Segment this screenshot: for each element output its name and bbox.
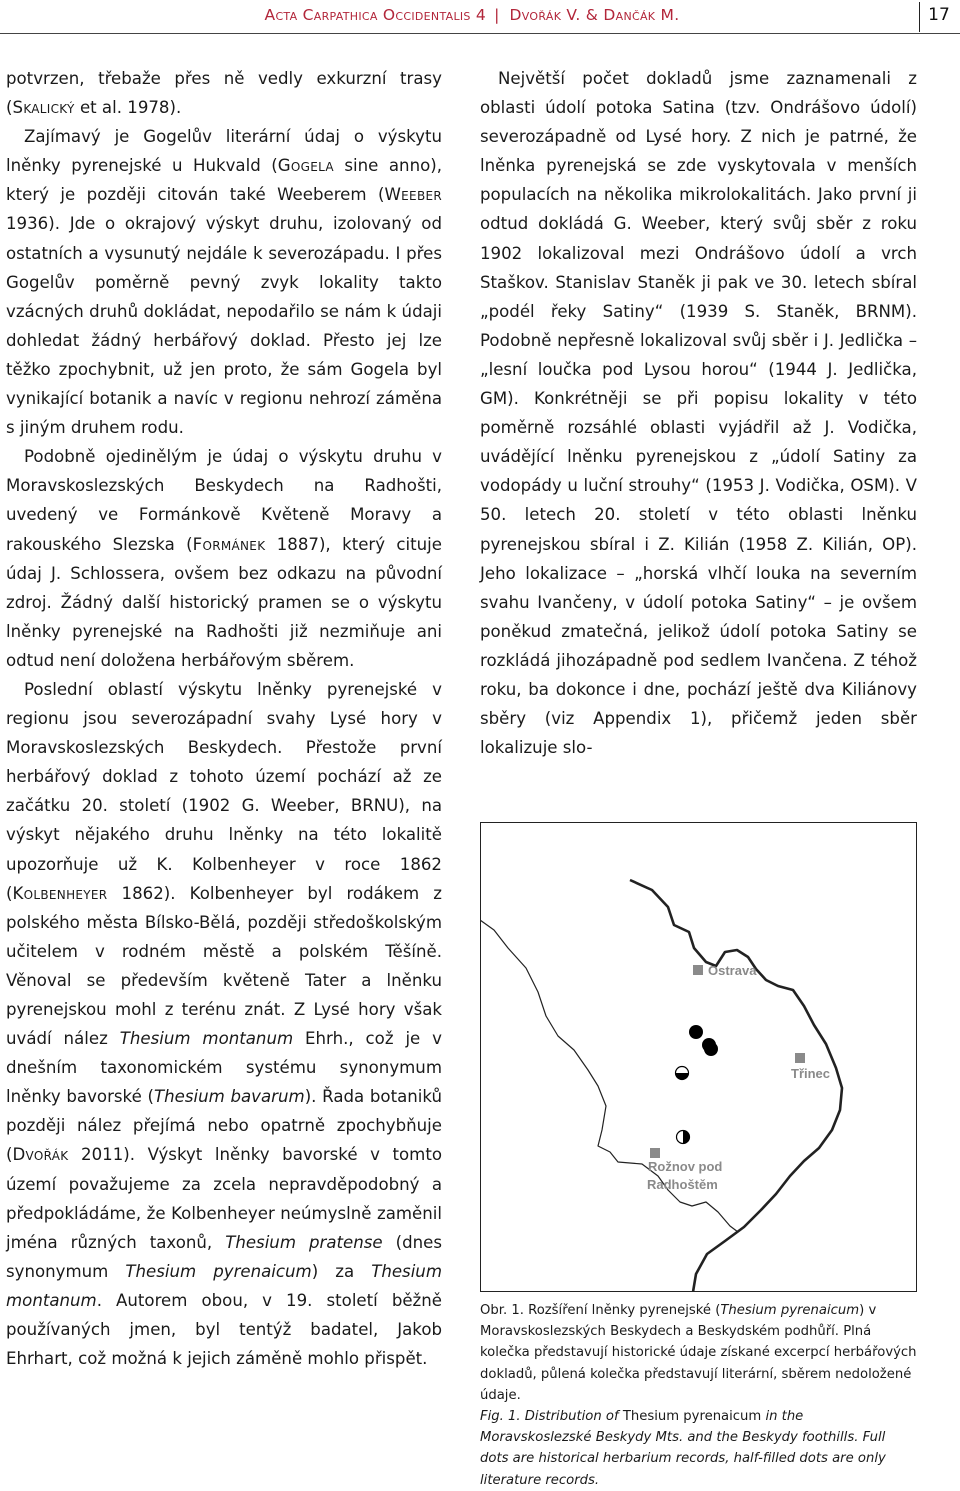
paragraph	[6, 64, 442, 122]
town-marker-trinec	[795, 1053, 805, 1063]
running-header	[0, 0, 960, 46]
text-run: et al. 1978).	[74, 98, 182, 118]
text-run: ). Řada botaniků později nález přejímá nebo opatrně zpochybňuje (	[6, 1087, 442, 1165]
citation-author: Dvořák	[12, 1145, 69, 1165]
half-dot	[677, 1131, 690, 1144]
text-run: Poslední oblastí výskytu lněnky pyrenejské v regionu jsou severozápadní svahy Lysé hory v Moravskoslezských Beskydech. Přestože první herbářový doklad z tohoto území pochází až ze začátku 20. století (1902 G. Weeber, BRNU), na výskyt nějakého druhu lněnky na této lokalitě upozorňuje už K. Kolbenheyer v roce 1862 (	[6, 679, 442, 903]
figure-caption	[480, 1300, 917, 1491]
text-run: (dnes synonymum	[6, 1232, 442, 1281]
town-label-trinec: Třinec	[791, 1066, 831, 1081]
text-run: sine anno), který je později citován také Weeberem (	[6, 156, 442, 205]
town-marker-ostrava	[693, 965, 703, 975]
citation-author: Skalický	[12, 98, 75, 118]
citation-author: Gogela	[277, 156, 334, 176]
journal-title: Acta Carpathica Occidentalis 4	[264, 6, 487, 24]
distribution-map	[480, 822, 917, 1292]
header-authors: Dvořák V. & Dančák M.	[509, 6, 680, 24]
page-number: 17	[919, 2, 958, 32]
map-svg	[480, 822, 917, 1292]
text-run: Podobně ojedinělým je údaj o výskytu druhu v Moravskoslezských Beskydech na Radhošti, uvedený ve Formánkově Květeně Moravy a rakouského Slezska (	[6, 447, 442, 554]
text-run: Ehrh., což je v dnešním taxonomickém systému synonymum lněnky bavorské (	[6, 1029, 443, 1107]
taxon-name: Thesium montanum	[119, 1029, 294, 1049]
taxon-name: Thesium pratense	[225, 1232, 383, 1252]
half-dot	[676, 1067, 689, 1080]
town-label-ostrava: Ostrava	[708, 963, 757, 978]
town-label-roznov-line1: Rožnov pod	[648, 1159, 723, 1174]
citation-author: Formánek	[192, 534, 266, 554]
text-run: Zajímavý je Gogelův literární údaj o výskytu lněnky pyrenejské u Hukvald (	[6, 127, 442, 176]
header-text	[42, 6, 902, 24]
text-run: 1887), který cituje údaj J. Schlossera, ovšem bez odkazu na původní zdroj. Žádný další historický pramen se o výskytu lněnky pyrenejské na Radhošti již nezmiňuje ani odtud není doložena herbářovým sběrem.	[6, 534, 442, 670]
caption-czech	[480, 1300, 917, 1406]
taxon-name: Thesium pyrenaicum	[125, 1261, 312, 1281]
header-separator: |	[494, 6, 502, 24]
citation-author: Kolbenheyer	[12, 883, 108, 903]
town-label-roznov-line2: Radhoštěm	[647, 1177, 718, 1192]
full-dot	[704, 1042, 718, 1056]
right-column	[480, 64, 917, 762]
text-run: ) v Moravskoslezských Beskydech a Beskydském podhůří. Plná kolečka představují historické údaje získané excerpcí herbářových dokladů, půlená kolečka představují literární, sběrem nedoložené údaje.	[480, 1303, 917, 1403]
paragraph	[6, 442, 442, 675]
caption-english	[480, 1406, 917, 1491]
taxon-name: Thesium pyrenaicum	[720, 1303, 860, 1318]
map-frame	[481, 823, 917, 1292]
text-run: Fig. 1. Distribution of	[480, 1409, 623, 1425]
taxon-name: Thesium montanum	[6, 1261, 442, 1310]
text-run: in the Moravskoslezské Beskydy Mts. and the Beskydy foothills. Full dots are historical herbarium records, half-filled dots are only literature records.	[480, 1409, 886, 1488]
citation-author: Weeber	[384, 185, 442, 205]
text-run: 2011). Výskyt lněnky bavorské v tomto území považujeme za zcela nepravděpodobný a předpokládáme, že Kolbenheyer neúmyslně zaměnil jména různých taxonů,	[6, 1145, 442, 1252]
text-run: . Autorem obou, v 19. století běžně používaných jmen, byl tentýž badatel, Jakob Ehrhart, což možná k jejich záměně mohlo přispět.	[6, 1290, 442, 1369]
taxon-name: Thesium bavarum	[153, 1087, 305, 1107]
taxon-name: Thesium pyrenaicum	[622, 1409, 762, 1425]
paragraph	[6, 675, 442, 1373]
full-dot	[689, 1025, 703, 1039]
text-run: ) za	[311, 1261, 372, 1281]
text-run: 1936). Jde o okrajový výskyt druhu, izolovaný od ostatních a vysunutý nejdále k severozápadu. I přes Gogelův poměrně pevný zvyk lokality takto vzácných druhů dokládat, nepodařilo se nám k údaji dohledat žádný herbářový doklad. Přesto jej lze těžko zpochybnit, už jen proto, že sám Gogela byl vynikající botanik a navíc v regionu nehrozí záměna s jiným druhem rodu.	[6, 214, 442, 438]
text-run: Obr. 1. Rozšíření lněnky pyrenejské (	[480, 1303, 721, 1318]
text-run: 1862). Kolbenheyer byl rodákem z polského města Bílsko-Bělá, později středoškolským učitelem v rodném městě a polském Těšíně. Věnoval se především květeně Tater a lněnku pyrenejskou mohl z terénu znát. Z Lysé hory však uvádí nález	[6, 883, 442, 1049]
paragraph	[6, 122, 442, 442]
left-column	[6, 64, 442, 1373]
header-rule	[0, 33, 960, 34]
town-marker-roznov	[650, 1148, 660, 1158]
paragraph: Největší počet dokladů jsme zaznamenali z oblasti údolí potoka Satina (tzv. Ondrášovo údolí) severozápadně od Lysé hory. Z nich je patrné, že lněnka pyrenejská se zde vyskytovala v menších populacích na několika mikrolokalitách. Jako první ji odtud dokládá G. Weeber, který svůj sběr z roku 1902 lokalizoval mezi Ondrášovo údolí a vrch Staškov. Stanislav Staněk ji pak ve 30. letech sbíral „podél řeky Satiny“ (1939 S. Staněk, BRNM). Podobně nepřesně lokalizoval svůj sběr i J. Jedlička – „lesní loučka pod Lysou horou“ (1944 J. Jedlička, GM). Konkrétněji se při popisu lokality v této poměrně rozsáhlé oblasti vyjádřil až J. Vodička, uvádějící lněnku pyrenejskou z „údolí Satiny za vodopády u luční strouhy“ (1953 J. Vodička, OSM). V 50. letech 20. století v této oblasti lněnku pyrenejskou sbíral i Z. Kilián (1958 Z. Kilián, OP). Jeho lokalizace – „horská vlhčí louka na severním svahu Ivančeny, v údolí potoka Satiny“ – je ovšem poněkud zmatečná, jelikož údolí potoka Satiny se rozkládá jihozápadně pod sedlem Ivančena. Z téhož roku, ba dokonce i dne, pochází ještě dva Kiliánovy sběry (viz Appendix 1), přičemž jeden sběr lokalizuje slo-	[480, 69, 917, 758]
text-run: potvrzen, třebaže přes ně vedly exkurzní trasy (	[6, 69, 442, 118]
